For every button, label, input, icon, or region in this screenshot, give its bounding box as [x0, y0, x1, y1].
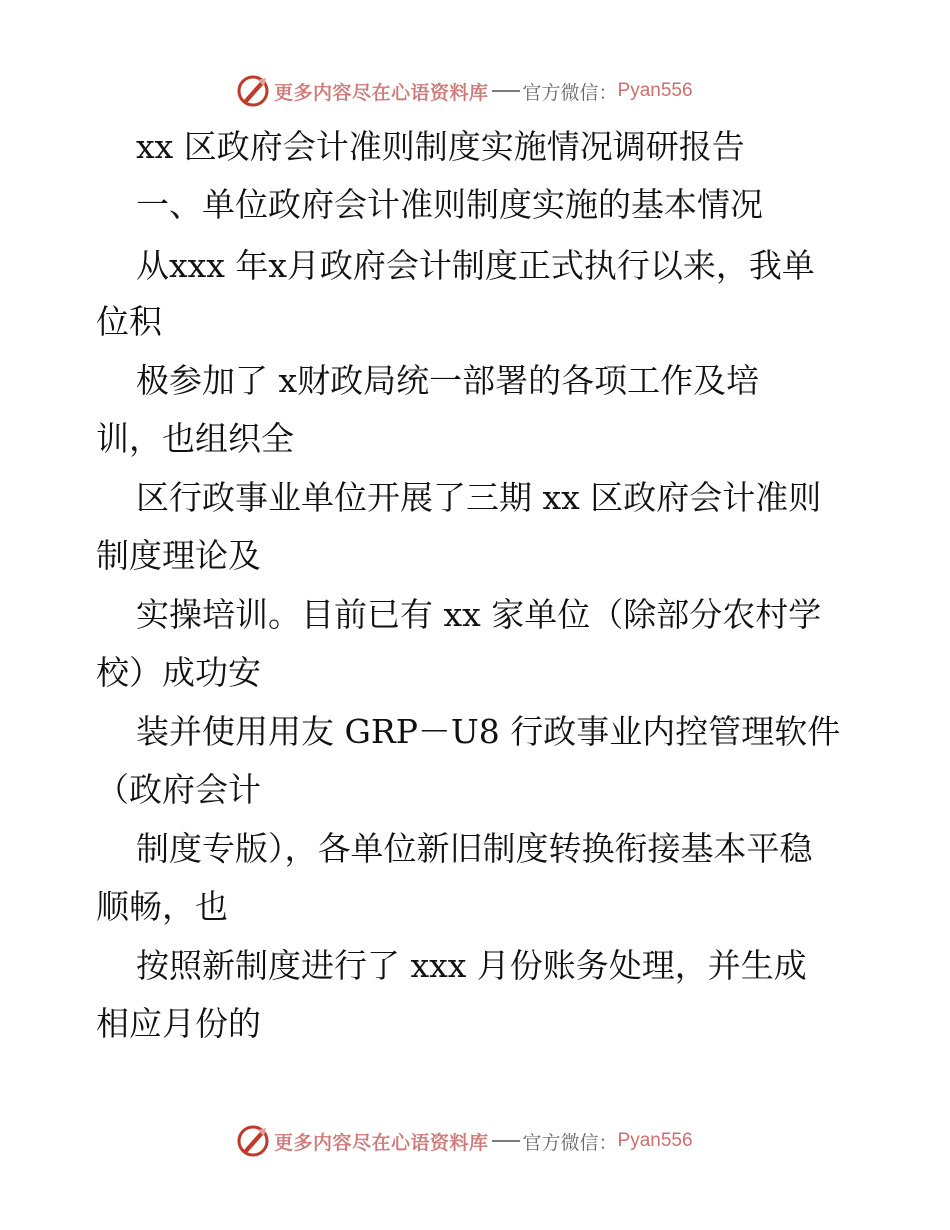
paragraph-line: 相应月份的 — [96, 1004, 261, 1043]
quill-logo-icon — [236, 74, 270, 108]
paragraph-line: 实操培训。目前已有 xx 家单位（除部分农村学 — [136, 595, 822, 634]
footer-banner-wechat-label: 官方微信： — [522, 1131, 618, 1154]
footer-banner-text: 更多内容尽在心语资料库 — [274, 1131, 489, 1154]
header-banner-wechat-id: Pyan556 — [617, 80, 693, 101]
footer-watermark-banner — [236, 1124, 693, 1158]
paragraph-line: 顺畅，也 — [96, 887, 228, 926]
paragraph-line: 位积 — [96, 302, 162, 341]
footer-banner-dash — [492, 1140, 520, 1142]
paragraph-line: 极参加了 x财政局统一部署的各项工作及培 — [136, 361, 760, 400]
quill-logo-icon — [236, 1124, 270, 1158]
header-banner-dash — [492, 90, 520, 92]
paragraph-line: 训，也组织全 — [96, 419, 294, 458]
header-banner-wechat-label: 官方微信： — [522, 81, 618, 104]
paragraph-line: 从xxx 年x月政府会计制度正式执行以来，我单 — [136, 246, 815, 285]
paragraph-line: 制度专版），各单位新旧制度转换衔接基本平稳 — [136, 829, 813, 868]
paragraph-line: （政府会计 — [96, 770, 261, 809]
section-heading: 一、单位政府会计准则制度实施的基本情况 — [136, 185, 763, 224]
footer-banner-wechat-id: Pyan556 — [617, 1130, 693, 1151]
paragraph-line: 按照新制度进行了 xxx 月份账务处理，并生成 — [136, 946, 807, 985]
header-banner-text: 更多内容尽在心语资料库 — [274, 81, 489, 104]
paragraph-line: 制度理论及 — [96, 536, 261, 575]
paragraph-line: 校）成功安 — [96, 653, 261, 692]
header-watermark-banner — [236, 74, 693, 108]
paragraph-line: 区行政事业单位开展了三期 xx 区政府会计准则 — [136, 478, 822, 517]
document-title: xx 区政府会计准则制度实施情况调研报告 — [136, 127, 745, 166]
paragraph-line: 装并使用用友 GRP－U8 行政事业内控管理软件 — [136, 712, 841, 751]
